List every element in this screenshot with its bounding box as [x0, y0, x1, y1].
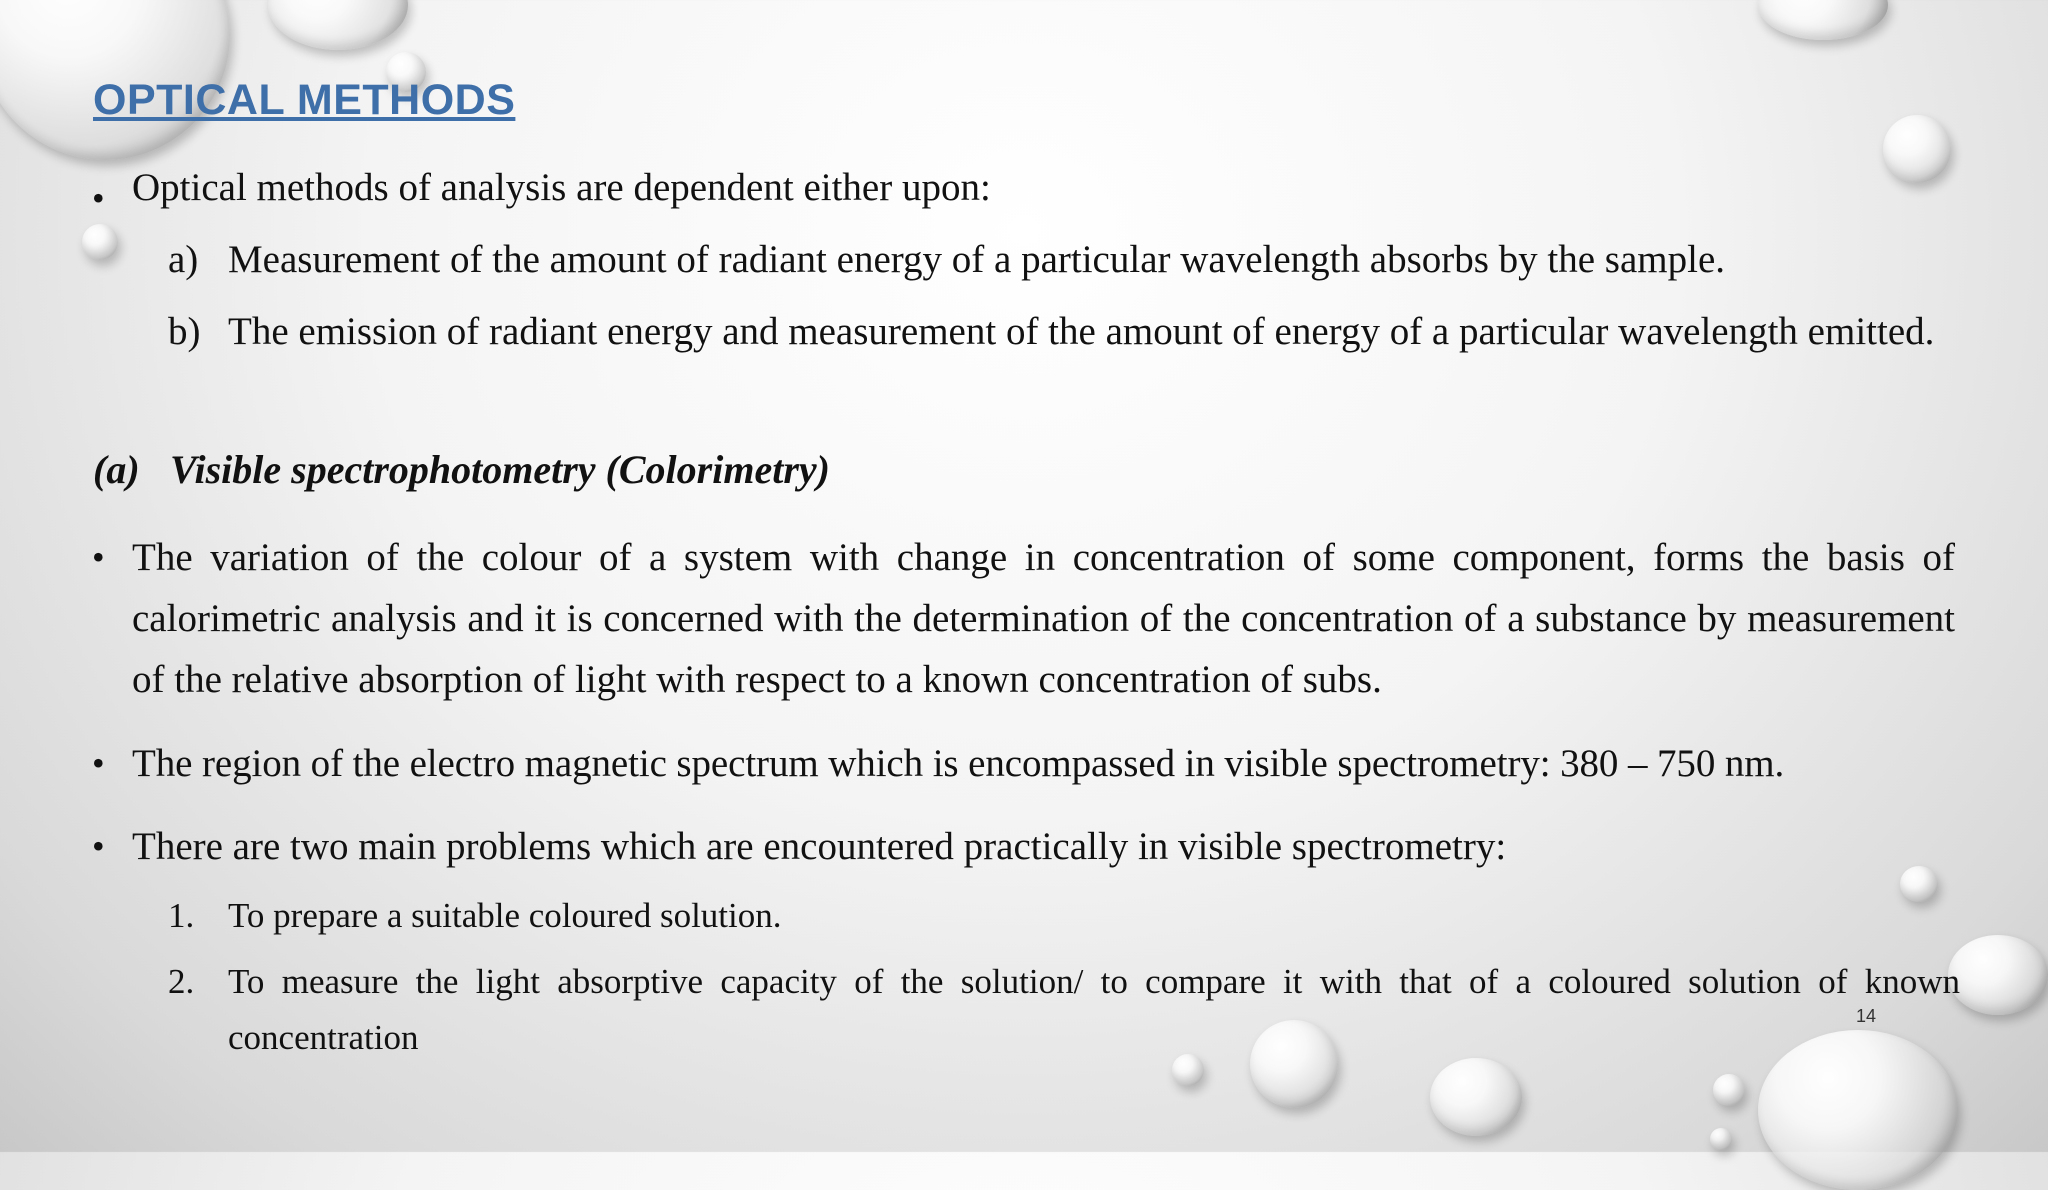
water-drop-decoration: [1713, 1074, 1745, 1106]
bullet-marker: •: [92, 743, 105, 783]
section-heading-label: (a): [93, 447, 140, 492]
numbered-item-label: 1.: [168, 896, 195, 935]
section-heading: [93, 446, 830, 493]
list-item-label: b): [168, 310, 201, 353]
water-drop-decoration: [1948, 935, 2048, 1015]
bullet-marker: •: [92, 178, 105, 218]
water-drop-decoration: [1710, 1128, 1732, 1150]
water-drop-decoration: [268, 0, 408, 50]
numbered-item-text: To measure the light absorptive capacity of the solution/ to compare it with that of a coloured solution of known concentration: [228, 962, 1960, 1057]
water-drop-decoration: [1430, 1058, 1522, 1136]
numbered-item-label: 2.: [168, 962, 195, 1001]
list-item-label: a): [168, 238, 199, 281]
list-item-text: Measurement of the amount of radiant energy of a particular wavelength absorbs by the sample.: [228, 238, 1726, 281]
water-drop-decoration: [1758, 0, 1888, 40]
page-number: 14: [1856, 1006, 1877, 1026]
bullet-marker: •: [92, 826, 105, 866]
section-heading-text: Visible spectrophotometry (Colorimetry): [170, 447, 830, 492]
water-drop-decoration: [82, 224, 118, 260]
bullet-text: There are two main problems which are encountered practically in visible spectrometry:: [132, 825, 1507, 868]
intro-text: Optical methods of analysis are dependent either upon:: [132, 166, 991, 209]
bullet-text: The region of the electro magnetic spectrum which is encompassed in visible spectrometry: 380 – 750 nm.: [132, 742, 1785, 785]
list-item-text: The emission of radiant energy and measurement of the amount of energy of a particular wavelength emitted.: [228, 310, 1935, 353]
bullet-text: The variation of the colour of a system with change in concentration of some component, forms the basis of calorimetric analysis and it is concerned with the determination of the concentration of a substance by measurement of the relative absorption of light with respect to a known concentration of subs.: [132, 536, 1955, 701]
numbered-item-text: To prepare a suitable coloured solution.: [228, 896, 782, 935]
bullet-marker: •: [92, 537, 105, 577]
slide-title: OPTICAL METHODS: [93, 76, 516, 124]
